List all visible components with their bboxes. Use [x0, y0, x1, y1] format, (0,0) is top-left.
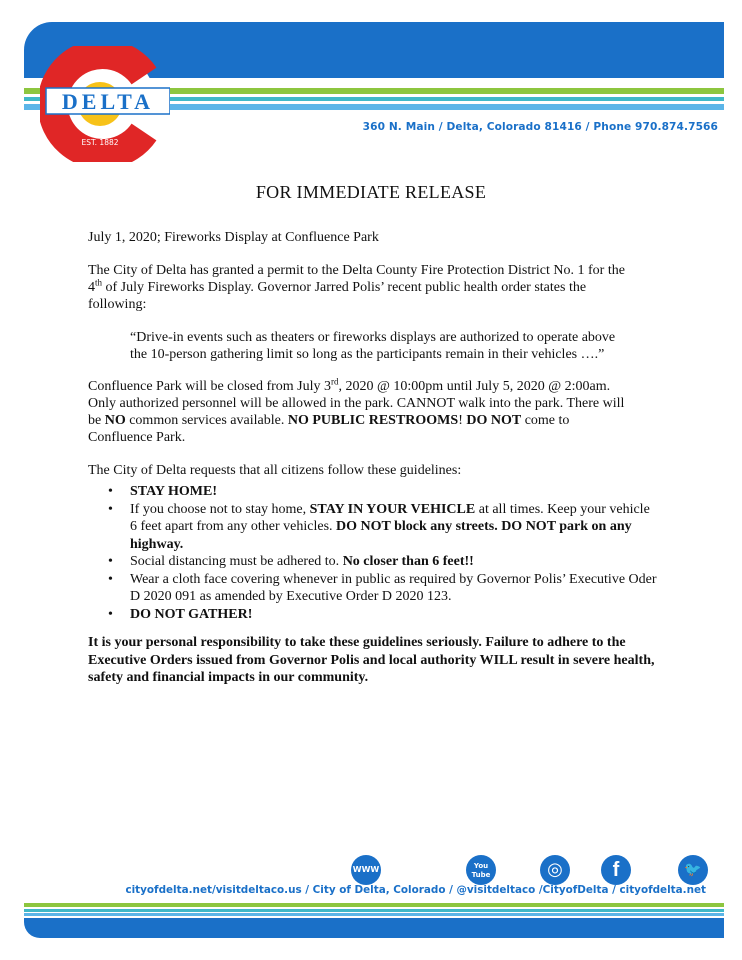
list-item: • STAY HOME!: [100, 483, 660, 501]
document-title: FOR IMMEDIATE RELEASE: [255, 182, 487, 202]
closure-line4: Confluence Park.: [88, 430, 186, 445]
twitter-icon[interactable]: 🐦: [678, 855, 708, 885]
list-item: • If you choose not to stay home, STAY IN YOUR VEHICLE at all times. Keep your vehicle 6 feet apart from any other vehicles. DO NOT block any streets. DO NOT park on any highway.: [100, 501, 660, 554]
list-item: • Wear a cloth face covering whenever in public as required by Governor Polis’ Executive Oder D 2020 091 as amended by Executive Order D 2020 123.: [100, 571, 660, 606]
quote-line2: the 10-person gathering limit so long as the participants remain in their vehicles ….”: [130, 347, 605, 362]
youtube-icon[interactable]: You Tube: [466, 855, 496, 885]
paragraph-permit-line3: following:: [88, 297, 147, 312]
footer-blue-band: [24, 918, 724, 938]
quote-line1: “Drive-in events such as theaters or fireworks displays are authorized to operate above: [130, 330, 616, 345]
guidelines-list: [100, 483, 660, 623]
footer-links[interactable]: cityofdelta.net/visitdeltaco.us / City of Delta, Colorado / @visitdeltaco /CityofDelta / cityofdelta.net: [125, 884, 706, 896]
logo-est: EST. 1882: [81, 138, 119, 147]
closing-statement: It is your personal responsibility to take these guidelines seriously. Failure to adhere to the Executive Orders issued from Governor Polis and local authority WILL result in severe health, safety and financial impacts in our community.: [88, 635, 655, 685]
paragraph-permit-line2: 4th of July Fireworks Display. Governor Jarred Polis’ recent public health order states the: [88, 277, 587, 295]
footer-lightblue-stripe: [24, 913, 724, 916]
city-of-delta-logo: [40, 46, 170, 162]
closure-line2: Only authorized personnel will be allowed in the park. CANNOT walk into the park. There will: [88, 396, 625, 411]
list-item: • DO NOT GATHER!: [100, 606, 660, 624]
footer-green-stripe: [24, 903, 724, 907]
guidelines-intro: The City of Delta requests that all citizens follow these guidelines:: [88, 463, 462, 478]
footer-teal-stripe: [24, 909, 724, 912]
list-item: • Social distancing must be adhered to. No closer than 6 feet!!: [100, 553, 660, 571]
closure-line3: be NO common services available. NO PUBLIC RESTROOMS! DO NOT come to: [88, 413, 570, 428]
instagram-icon[interactable]: ◎: [540, 855, 570, 885]
paragraph-permit-line1: The City of Delta has granted a permit to the Delta County Fire Protection District No. 1 for the: [88, 263, 625, 278]
logo-delta: DELTA: [61, 89, 155, 114]
logo-city-of: CITY OF: [87, 75, 119, 84]
www-icon[interactable]: WWW: [351, 855, 381, 885]
dateline: July 1, 2020; Fireworks Display at Confluence Park: [88, 230, 379, 245]
header-address: 360 N. Main / Delta, Colorado 81416 / Phone 970.874.7566: [362, 121, 718, 133]
facebook-icon[interactable]: f: [601, 855, 631, 885]
closure-line1: Confluence Park will be closed from July 3rd, 2020 @ 10:00pm until July 5, 2020 @ 2:00am.: [88, 376, 611, 394]
